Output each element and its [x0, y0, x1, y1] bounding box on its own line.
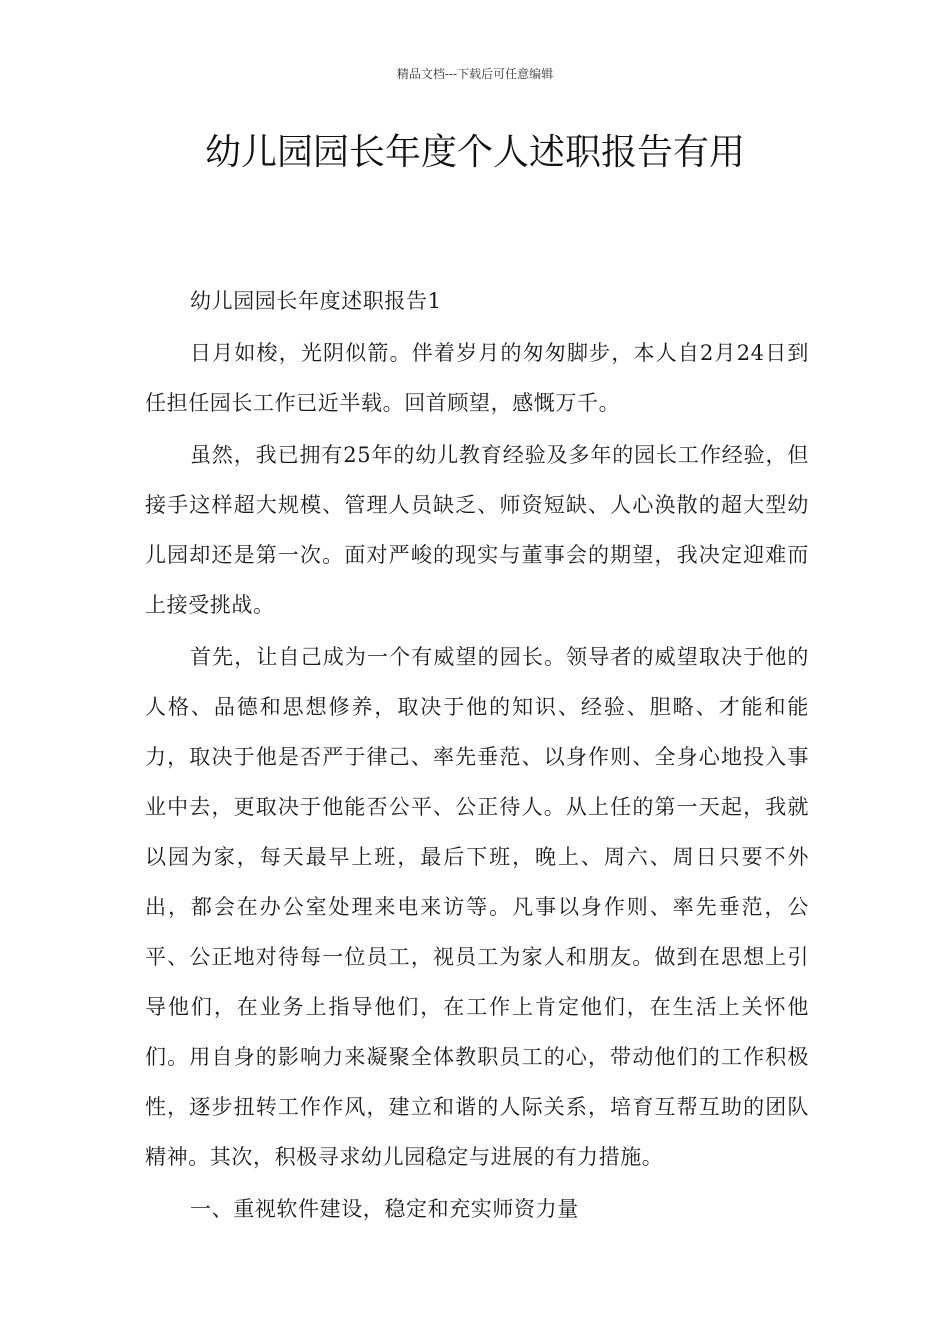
header-note: 精品文档---下载后可任意编辑 [396, 67, 554, 81]
paragraph: 首先，让自己成为一个有威望的园长。领导者的威望取决于他的人格、品德和思想修养，取决于他的知识、经验、胆略、才能和能力，取决于他是否严于律己、率先垂范、以身作则、全身心地投入事业中去，更取决于他能否公平、公正待人。从上任的第一天起，我就以园为家，每天最早上班，最后下班，晚上、周六、周日只要不外出，都会在办公室处理来电来访等。凡事以身作则、率先垂范，公平、公正地对待每一位员工，视员工为家人和朋友。做到在思想上引导他们，在业务上指导他们，在工作上肯定他们，在生活上关怀他们。用自身的影响力来凝聚全体教职员工的心，带动他们的工作积极性，逐步扭转工作作风，建立和谐的人际关系，培育互帮互助的团队精神。其次，积极寻求幼儿园稳定与进展的有力措施。 [145, 645, 809, 1169]
document-body [145, 276, 809, 1236]
paragraph: 虽然，我已拥有25年的幼儿教育经验及多年的园长工作经验，但接手这样超大规模、管理人员缺乏、师资短缺、人心涣散的超大型幼儿园却还是第一次。面对严峻的现实与董事会的期望，我决定迎难而上接受挑战。 [145, 443, 809, 617]
section-heading: 幼儿园园长年度述职报告1 [190, 289, 442, 313]
paragraph: 日月如梭，光阴似箭。伴着岁月的匆匆脚步，本人自2月24日到任担任园长工作已近半载。回首顾望，感慨万千。 [145, 341, 809, 415]
subsection-heading: 一、重视软件建设，稳定和充实师资力量 [190, 1197, 579, 1221]
document-title: 幼儿园园长年度个人述职报告有用 [204, 132, 745, 173]
